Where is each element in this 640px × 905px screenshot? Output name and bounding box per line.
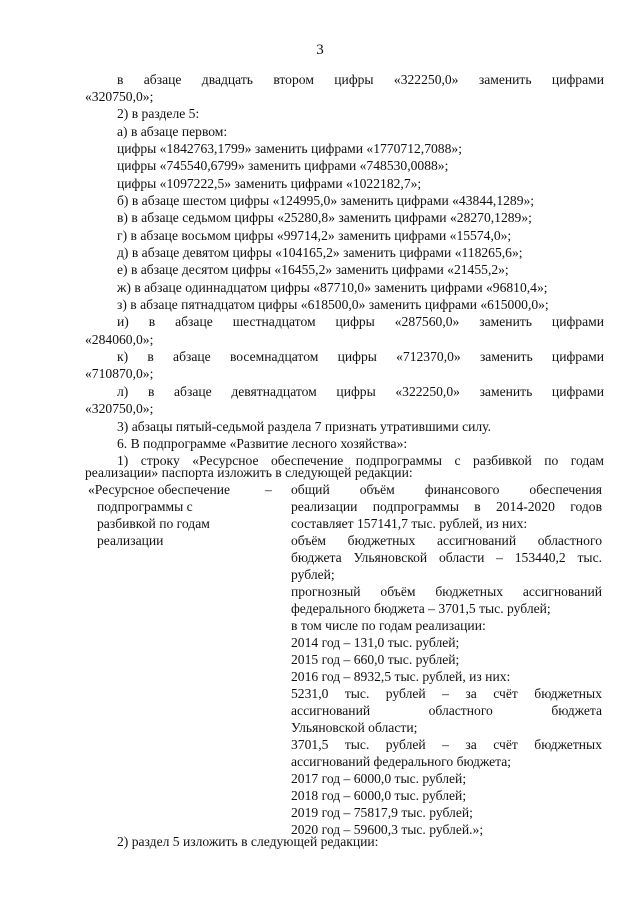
text-line: реализации» паспорта изложить в следующей редакции: [85,465,413,480]
text-line: к) в абзаце восемнадцатом цифры «712370,0» заменить цифрами [117,349,604,364]
table-left-line: подпрограммы с [97,499,193,514]
table-right-line: ассигнований областного бюджета [291,703,602,718]
table-left-line: реализации [97,533,164,548]
table-right-line: в том числе по годам реализации: [291,618,486,633]
text-line: «320750,0»; [85,401,154,416]
table-right-line: ассигнований федерального бюджета; [291,754,512,769]
text-line: е) в абзаце десятом цифры «16455,2» заменить цифрами «21455,2»; [117,262,509,277]
table-right-line: бюджета Ульяновской области – 153440,2 тыс. [291,550,602,565]
page-number: 3 [316,42,324,58]
text-line: «320750,0»; [85,89,154,104]
text-line: ж) в абзаце одиннадцатом цифры «87710,0» заменить цифрами «96810,4»; [117,280,548,295]
table-right-line: общий объём финансового обеспечения [291,482,602,497]
table-right-line: 3701,5 тыс. рублей – за счёт бюджетных [291,737,602,752]
table-right-line: рублей; [291,567,335,582]
text-line: в) в абзаце седьмом цифры «25280,8» заменить цифрами «28270,1289»; [117,210,532,225]
text-line: и) в абзаце шестнадцатом цифры «287560,0» заменить цифрами [117,314,604,329]
text-line: г) в абзаце восьмом цифры «99714,2» заменить цифрами «15574,0»; [117,228,512,243]
text-line: цифры «1097222,5» заменить цифрами «1022182,7»; [117,176,422,191]
text-line: д) в абзаце девятом цифры «104165,2» заменить цифрами «118265,6»; [117,245,523,260]
table-right-line: составляет 157141,7 тыс. рублей, из них: [291,516,528,531]
text-line: 3) абзацы пятый-седьмой раздела 7 признать утратившими силу. [117,419,492,434]
table-right-line: 2014 год – 131,0 тыс. рублей; [291,635,460,650]
table-right-line: реализации подпрограммы в 2014-2020 годов [291,499,602,514]
table-right-line: прогнозный объём бюджетных ассигнований [291,584,602,599]
text-line: 1) строку «Ресурсное обеспечение подпрограммы с разбивкой по годам [117,453,604,468]
table-right-line: федерального бюджета – 3701,5 тыс. рублей; [291,601,551,616]
text-line: «284060,0»; [85,332,154,347]
table-right-line: Ульяновской области; [291,720,418,735]
table-right-line: 2019 год – 75817,9 тыс. рублей; [291,805,473,820]
table-right-line: 2015 год – 660,0 тыс. рублей; [291,652,460,667]
text-line: а) в абзаце первом: [117,124,228,139]
table-left-line: разбивкой по годам [97,516,210,531]
text-line: 2) в разделе 5: [117,106,200,121]
text-line: «710870,0»; [85,366,154,381]
table-dash: – [265,482,272,497]
table-right-line: 2018 год – 6000,0 тыс. рублей; [291,788,467,803]
table-right-line: 2017 год – 6000,0 тыс. рублей; [291,771,467,786]
table-right-line: 2020 год – 59600,3 тыс. рублей.»; [291,822,484,837]
text-line: л) в абзаце девятнадцатом цифры «322250,0» заменить цифрами [117,384,604,399]
text-line: 6. В подпрограмме «Развитие лесного хозяйства»: [117,436,408,451]
text-line: цифры «1842763,1799» заменить цифрами «1770712,7088»; [117,141,462,156]
table-right-line: объём бюджетных ассигнований областного [291,533,602,548]
table-right-line: 2016 год – 8932,5 тыс. рублей, из них: [291,669,511,684]
table-left-line: «Ресурсное обеспечение [88,482,231,497]
text-line: цифры «745540,6799» заменить цифрами «748530,0088»; [117,158,449,173]
table-right-line: 5231,0 тыс. рублей – за счёт бюджетных [291,686,602,701]
text-line: б) в абзаце шестом цифры «124995,0» заменить цифрами «43844,1289»; [117,193,535,208]
text-line: в абзаце двадцать втором цифры «322250,0» заменить цифрами [117,72,604,87]
closing-line: 2) раздел 5 изложить в следующей редакции: [117,834,379,849]
text-line: з) в абзаце пятнадцатом цифры «618500,0» заменить цифрами «615000,0»; [117,297,549,312]
